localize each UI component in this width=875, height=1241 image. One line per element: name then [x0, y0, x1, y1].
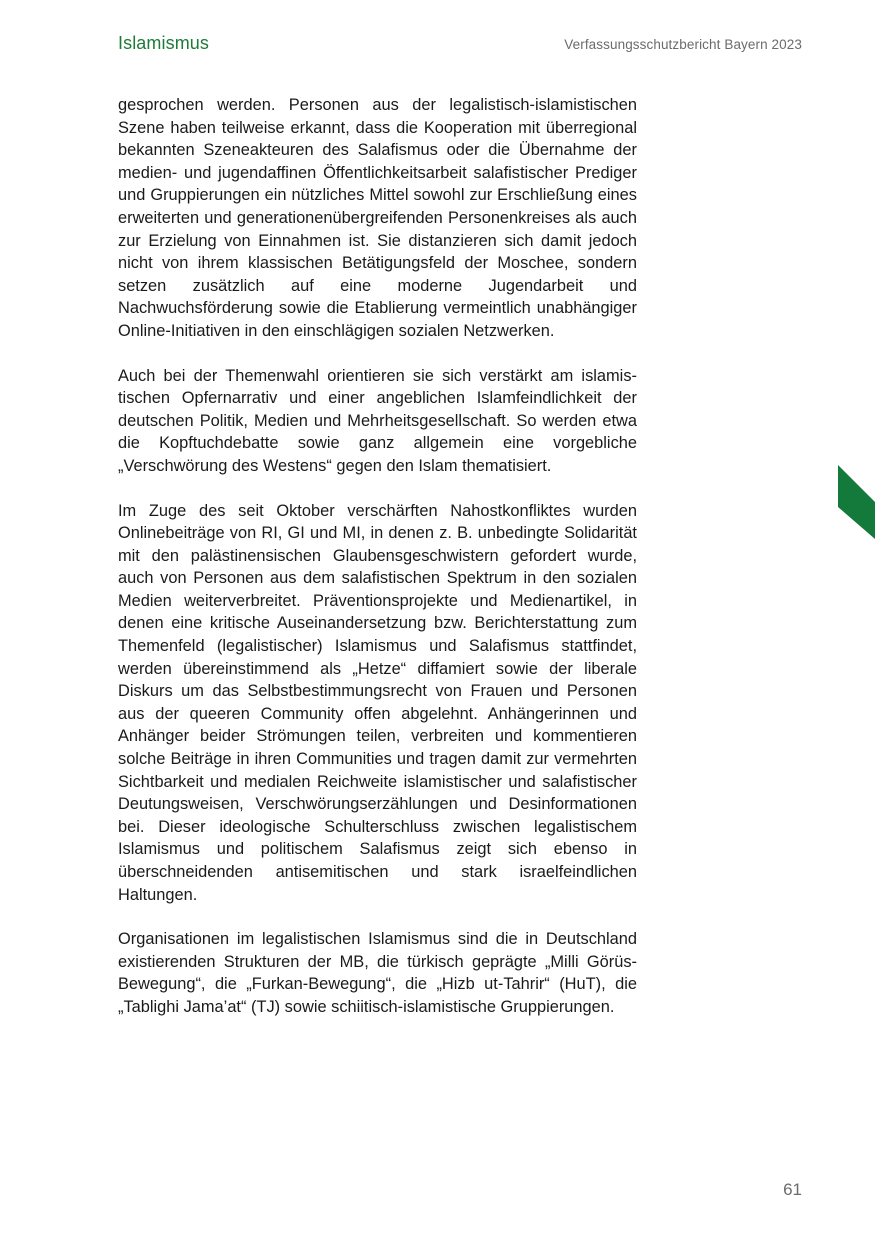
chapter-tab-marker	[838, 465, 875, 539]
paragraph: Organisationen im legalistischen Islamismus sind die in Deutschland existierenden Strukturen der MB, die türkisch geprägte „Milli Görüs-Bewegung“, die „Furkan-Bewegung“, die „Hizb ut-Tahrir“ (HuT), die „Tablighi Jama’at“ (TJ) sowie schiitisch-islamistische Gruppierungen.	[118, 930, 637, 1016]
body-text	[118, 94, 637, 1041]
page-number: 61	[783, 1180, 802, 1199]
paragraph: Im Zuge des seit Oktober verschärften Nahostkonfliktes wurden Onlinebeiträge von RI, GI und MI, in denen z. B. unbedingte Solidarität mit den palästinensischen Glaubensgeschwistern gefordert wurde, auch von Personen aus dem salafistischen Spektrum in den sozialen Medien weiterverbreitet. Präventionsprojekte und Medienartikel, in denen eine kritische Auseinandersetzung bzw. Berichterstattung zum Themenfeld (legalistischer) Islamismus und Salafismus stattfindet, werden übereinstimmend als „Hetze“ diffamiert sowie der liberale Diskurs um das Selbstbestimmungsrecht von Frauen und Personen aus der queeren Community offen abgelehnt. Anhängerinnen und Anhänger beider Strömungen teilen, verbreiten und kommentieren solche Beiträge in ihren Communities und tragen damit zur vermehrten Sichtbarkeit und medialen Reichweite islamistischer und salafistischer Deutungsweisen, Verschwörungserzählungen und Desinformationen bei. Dieser ideologische Schulterschluss zwischen legalistischem Islamismus und politischem Salafismus zeigt sich ebenso in überschneidenden antisemitischen und stark israelfeindlichen Haltungen.	[118, 501, 637, 904]
report-title: Verfassungsschutzbericht Bayern 2023	[564, 37, 802, 52]
paragraph: Auch bei der Themenwahl orientieren sie sich verstärkt am islamistischen Opfernarrativ und einer angeblichen Islamfeindlichkeit der deutschen Politik, Medien und Mehrheitsgesellschaft. So werden etwa die Kopftuchdebatte sowie ganz allgemein eine vorgebliche „Verschwörung des Westens“ gegen den Islam thematisiert.	[118, 366, 637, 475]
paragraph: gesprochen werden. Personen aus der legalistisch-islamistischen Szene haben teilweise erkannt, dass die Kooperation mit überregional bekannten Szeneakteuren des Salafismus oder die Übernahme der medien- und jugendaffinen Öffentlichkeitsarbeit salafistischer Prediger und Gruppierungen ein nützliches Mittel sowohl zur Erschließung eines erweiterten und generationenübergreifenden Personenkreises als auch zur Erzielung von Einnahmen ist. Sie distanzieren sich damit jedoch nicht von ihrem klassischen Betätigungsfeld der Moschee, sondern setzen zusätzlich auf eine moderne Jugendarbeit und Nachwuchsförderung sowie die Etablierung vermeintlich unabhängiger Online-Initiativen in den einschlägigen sozialen Netzwerken.	[118, 96, 637, 340]
section-title: Islamismus	[118, 33, 210, 53]
